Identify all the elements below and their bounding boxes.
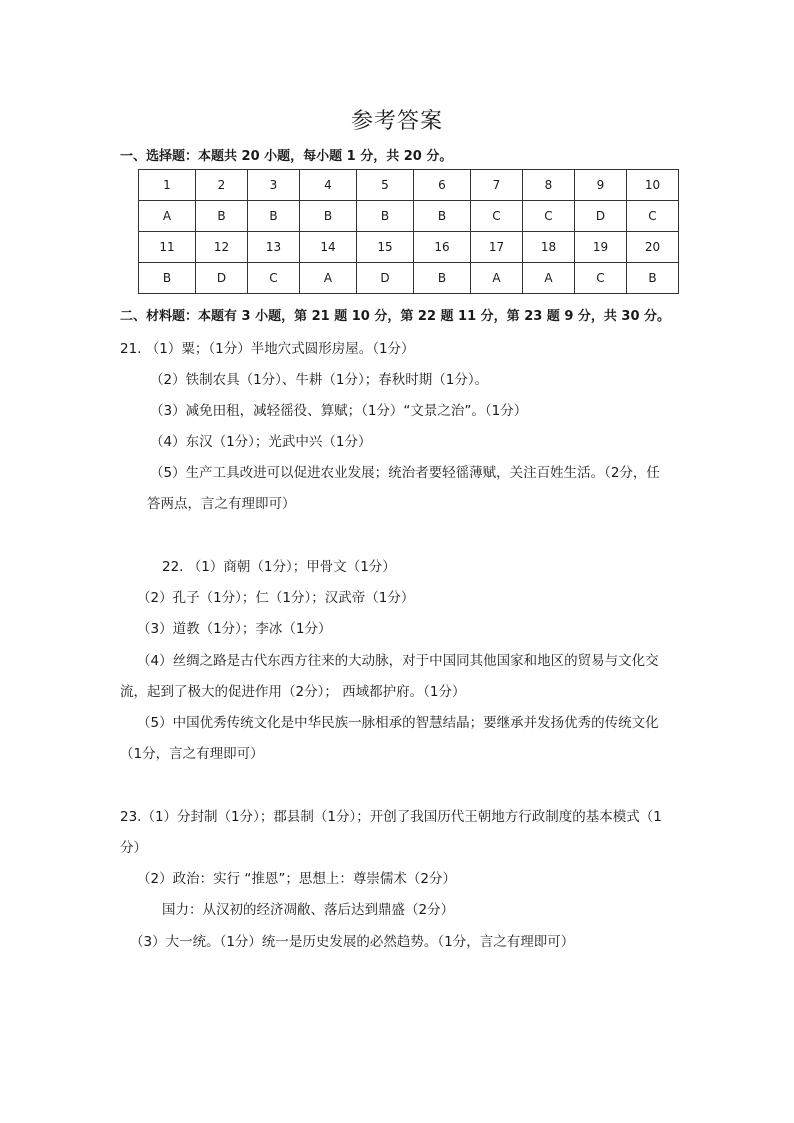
table-cell: 3 [248, 170, 300, 201]
table-cell: C [627, 201, 679, 232]
table-cell: 1 [139, 170, 196, 201]
table-cell: B [248, 201, 300, 232]
table-cell: 6 [414, 170, 471, 201]
table-cell: C [575, 263, 627, 294]
table-row [139, 263, 679, 294]
table-cell: 7 [471, 170, 523, 201]
table-cell: B [196, 201, 248, 232]
q21-line: （5）生产工具改进可以促进农业发展；统治者要轻徭薄赋，关注百姓生活。（2分，任 [150, 465, 660, 481]
table-cell: B [357, 201, 414, 232]
section2-heading: 二、材料题：本题有 3 小题，第 21 题 10 分，第 22 题 11 分，第 23 题 9 分，共 30 分。 [120, 309, 671, 324]
table-cell: 9 [575, 170, 627, 201]
table-cell: B [139, 263, 196, 294]
table-cell: A [523, 263, 575, 294]
table-cell: B [414, 201, 471, 232]
q21-line: （4）东汉（1分）；光武中兴（1分） [150, 434, 372, 450]
table-cell: 17 [471, 232, 523, 263]
table-cell: 8 [523, 170, 575, 201]
q23-line: （3）大一统。（1分）统一是历史发展的必然趋势。（1分，言之有理即可） [130, 934, 575, 950]
table-cell: B [414, 263, 471, 294]
table-cell: C [523, 201, 575, 232]
q21-line: （2）铁制农具（1分）、牛耕（1分）；春秋时期（1分）。 [150, 372, 489, 388]
table-cell: 18 [523, 232, 575, 263]
table-cell: 2 [196, 170, 248, 201]
table-cell: 16 [414, 232, 471, 263]
table-cell: A [139, 201, 196, 232]
q22-line: （3）道教（1分）；李冰（1分） [137, 621, 332, 637]
q23-line: 23.（1）分封制（1分）；郡县制（1分）；开创了我国历代王朝地方行政制度的基本模式（1 [120, 809, 662, 825]
q21-line: （3）减免田租，减轻徭役、算赋；（1分）“文景之治”。（1分） [150, 403, 528, 419]
q23-line: 国力：从汉初的经济凋敝、落后达到鼎盛（2分） [162, 902, 455, 918]
q22-line: 22. （1）商朝（1分）；甲骨文（1分） [162, 559, 396, 575]
table-cell: C [471, 201, 523, 232]
table-row [139, 201, 679, 232]
table-cell: 13 [248, 232, 300, 263]
table-cell: B [627, 263, 679, 294]
q23-line: （2）政治：实行 “推恩”；思想上：尊崇儒术（2分） [137, 871, 456, 887]
q23-line: 分） [120, 840, 147, 856]
table-cell: 15 [357, 232, 414, 263]
table-cell: 19 [575, 232, 627, 263]
q22-line: （4）丝绸之路是古代东西方往来的大动脉，对于中国同其他国家和地区的贸易与文化交 [137, 653, 659, 669]
q22-line: （1分，言之有理即可） [120, 746, 264, 762]
table-cell: D [196, 263, 248, 294]
table-cell: D [357, 263, 414, 294]
table-cell: 20 [627, 232, 679, 263]
q21-line: 答两点，言之有理即可） [147, 496, 296, 512]
table-cell: 5 [357, 170, 414, 201]
q22-line: （2）孔子（1分）；仁（1分）；汉武帝（1分） [137, 590, 415, 606]
q22-line: 流，起到了极大的促进作用（2分）； 西域都护府。（1分） [120, 684, 466, 700]
table-cell: 4 [300, 170, 357, 201]
table-cell: A [471, 263, 523, 294]
table-cell: 12 [196, 232, 248, 263]
answer-table [138, 169, 679, 294]
table-cell: 11 [139, 232, 196, 263]
q22-line: （5）中国优秀传统文化是中华民族一脉相承的智慧结晶；要继承并发扬优秀的传统文化 [137, 715, 659, 731]
table-cell: D [575, 201, 627, 232]
table-cell: C [248, 263, 300, 294]
table-cell: 14 [300, 232, 357, 263]
page-title: 参考答案 [350, 109, 443, 134]
table-cell: A [300, 263, 357, 294]
table-row [139, 170, 679, 201]
table-cell: B [300, 201, 357, 232]
table-cell: 10 [627, 170, 679, 201]
section1-heading: 一、选择题：本题共 20 小题，每小题 1 分，共 20 分。 [120, 149, 453, 164]
table-row [139, 232, 679, 263]
q21-line: 21. （1）粟；（1分）半地穴式圆形房屋。（1分） [120, 341, 415, 357]
